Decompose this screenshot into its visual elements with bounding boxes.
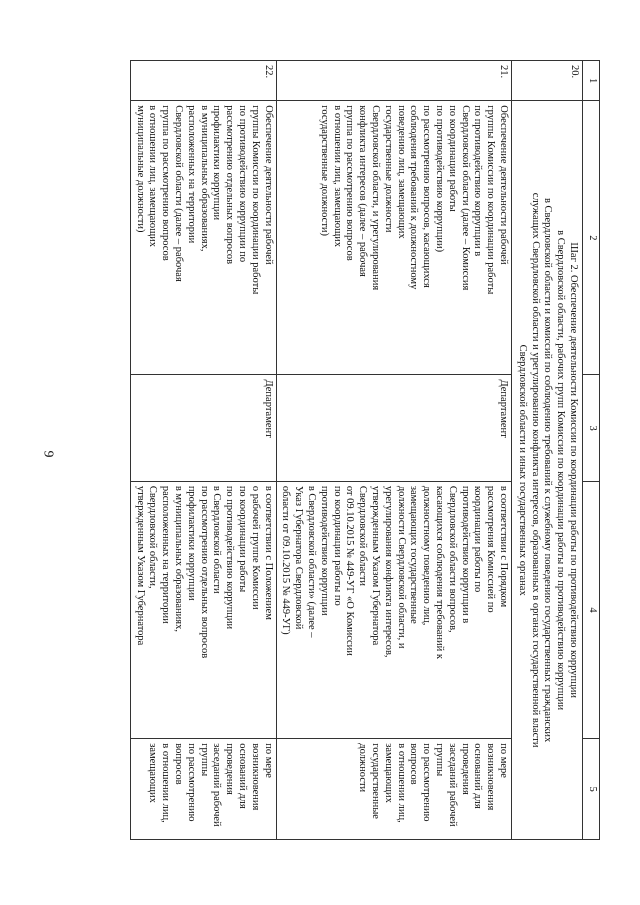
cell-line: области от 09.10.2015 № 449-УГ) [280, 485, 292, 635]
cell-line: конфликта интересов (далее – рабочая [357, 105, 369, 277]
cell-line: поведению лиц, замещающих [395, 105, 407, 239]
step-heading-line: служащих Свердловской области и урегулированию конфликта интересов, образованных в органах государственной власти [529, 192, 541, 748]
plan-table [130, 60, 600, 840]
cell-line: должности [357, 743, 369, 793]
step-heading-line: в Свердловской области и комиссий по соблюдению требований к служебному поведению государственных гражданских [542, 197, 554, 743]
cell-line: по рассмотрению вопросов, касающихся [421, 105, 433, 288]
cell-line: урегулирования конфликта интересов, [382, 485, 394, 658]
cell-line: профилактики коррупции [185, 485, 197, 601]
cell-line: по противодействию коррупции по [237, 105, 249, 263]
row-number: 22. [130, 61, 276, 101]
cell-line: по мере [498, 743, 510, 778]
cell-line: расположенных на территории [185, 105, 197, 244]
table-row-21 [276, 61, 511, 840]
deadline-cell [130, 739, 276, 840]
cell-line: Свердловской области (далее – Комиссия [459, 105, 471, 291]
cell-line: заседаний рабочей [211, 743, 223, 827]
cell-line: по рассмотрению [421, 743, 433, 822]
row-number: 20. [512, 61, 583, 101]
measure-cell [276, 101, 511, 375]
cell-line: группа по рассмотрению вопросов [160, 105, 172, 261]
cell-line: возникновения [249, 743, 261, 811]
executor-cell: Департамент [130, 375, 276, 481]
cell-line: группы [434, 743, 446, 777]
cell-line: утвержденным Указом Губернатора [134, 485, 146, 646]
cell-line: по координации работы [446, 105, 458, 212]
cell-line: Обеспечение деятельности рабочей [262, 105, 274, 265]
step-heading-line: в Свердловской области, рабочих групп Комиссии по координации работы по противодействию коррупции [555, 230, 567, 711]
cell-line: проведения [224, 743, 236, 795]
cell-line: муниципальные должности) [134, 105, 146, 233]
cell-line: о рабочей группе Комиссии [249, 485, 261, 610]
cell-line: по координации работы по [331, 485, 343, 606]
cell-line: группы Комиссии по координации работы [485, 105, 497, 295]
header-cell-4: 4 [583, 481, 600, 738]
rotated-table-block [80, 60, 600, 840]
cell-line: в соответствии с Положением [262, 485, 274, 620]
table-row-22 [130, 61, 276, 840]
cell-line: рассмотрения Комиссией по [485, 485, 497, 613]
cell-line: группы Комиссии по координации работы [249, 105, 261, 295]
cell-line: по мере [262, 743, 274, 778]
step-heading-line: Шаг 2. Обеспечение деятельности Комиссии по координации работы по противодействию коррупции [568, 242, 579, 698]
cell-line: замещающих [147, 743, 159, 803]
cell-line: государственные должности) [318, 105, 330, 237]
cell-line: по противодействию коррупции в [472, 105, 484, 257]
cell-line: группа по рассмотрению вопросов [344, 105, 356, 261]
cell-line: в отношении лиц, [395, 743, 407, 823]
cell-line: по противодействию коррупции) [434, 105, 446, 253]
basis-cell [130, 481, 276, 738]
cell-line: в Свердловской области» (далее – [306, 485, 318, 638]
cell-line: вопросов [408, 743, 420, 785]
cell-line: Указ Губернатора Свердловской [293, 485, 305, 630]
row-number: 21. [276, 61, 511, 101]
cell-line: по координации работы [237, 485, 249, 593]
header-cell-3: 3 [583, 375, 600, 481]
step-heading [512, 101, 583, 840]
cell-line: соблюдения требований к должностному [408, 105, 420, 290]
cell-line: по рассмотрению отдельных вопросов [198, 485, 210, 659]
cell-line: по противодействию коррупции [224, 485, 236, 630]
executor-cell: Департамент [276, 375, 511, 481]
cell-line: в муниципальных образованиях, [173, 485, 185, 632]
header-cell-5: 5 [583, 739, 600, 840]
cell-line: профилактики коррупции [211, 105, 223, 221]
cell-line: в соответствии с Порядком [498, 485, 510, 608]
cell-line: по рассмотрению [185, 743, 197, 822]
cell-line: замещающих [382, 743, 394, 803]
cell-line: в отношении лиц, замещающих [331, 105, 343, 248]
cell-line: государственные [370, 743, 382, 819]
cell-line: противодействию коррупции [318, 485, 330, 616]
cell-line: от 09.10.2015 № 449-УГ «О Комиссии [344, 485, 356, 656]
cell-line: замещающих государственные [408, 485, 420, 624]
cell-line: возникновения [485, 743, 497, 811]
cell-line: Свердловской области вопросов, [446, 485, 458, 633]
cell-line: касающихся соблюдения требований к [434, 485, 446, 659]
cell-line: группы [198, 743, 210, 777]
cell-line: Свердловской области, [147, 485, 159, 589]
measure-cell [130, 101, 276, 375]
cell-line: должности Свердловской области, и [395, 485, 407, 649]
cell-line: заседаний рабочей [446, 743, 458, 827]
cell-line: координации работы по [472, 485, 484, 593]
cell-line: рассмотрению отдельных вопросов [224, 105, 236, 265]
cell-line: в отношении лиц, замещающих [147, 105, 159, 248]
cell-line: расположенных на территории [160, 485, 172, 624]
cell-line: Обеспечение деятельности рабочей [498, 105, 510, 265]
header-row [583, 61, 600, 840]
basis-cell [276, 481, 511, 738]
cell-line: государственные должности [382, 105, 394, 233]
cell-line: утвержденным Указом Губернатора [370, 485, 382, 646]
cell-line: проведения [459, 743, 471, 795]
cell-line: должностному поведению лиц, [421, 485, 433, 626]
step-heading-line: Свердловской области и иных государственных органах [516, 344, 528, 596]
header-cell-2: 2 [583, 101, 600, 375]
header-cell-1: 1 [583, 61, 600, 101]
cell-line: оснований для [472, 743, 484, 809]
page-number: 9 [40, 450, 56, 458]
cell-line: Свердловской области [357, 485, 369, 587]
cell-line: вопросов [173, 743, 185, 785]
cell-line: в отношении лиц, [160, 743, 172, 823]
deadline-cell [276, 739, 511, 840]
cell-line: Свердловской области, и урегулирования [370, 105, 382, 291]
cell-line: Свердловской области (далее – рабочая [173, 105, 185, 282]
table-row-20 [512, 61, 583, 840]
cell-line: противодействию коррупции в [459, 485, 471, 624]
cell-line: в Свердловской области [211, 485, 223, 594]
cell-line: в муниципальных образованиях, [198, 105, 210, 252]
cell-line: оснований для [237, 743, 249, 809]
